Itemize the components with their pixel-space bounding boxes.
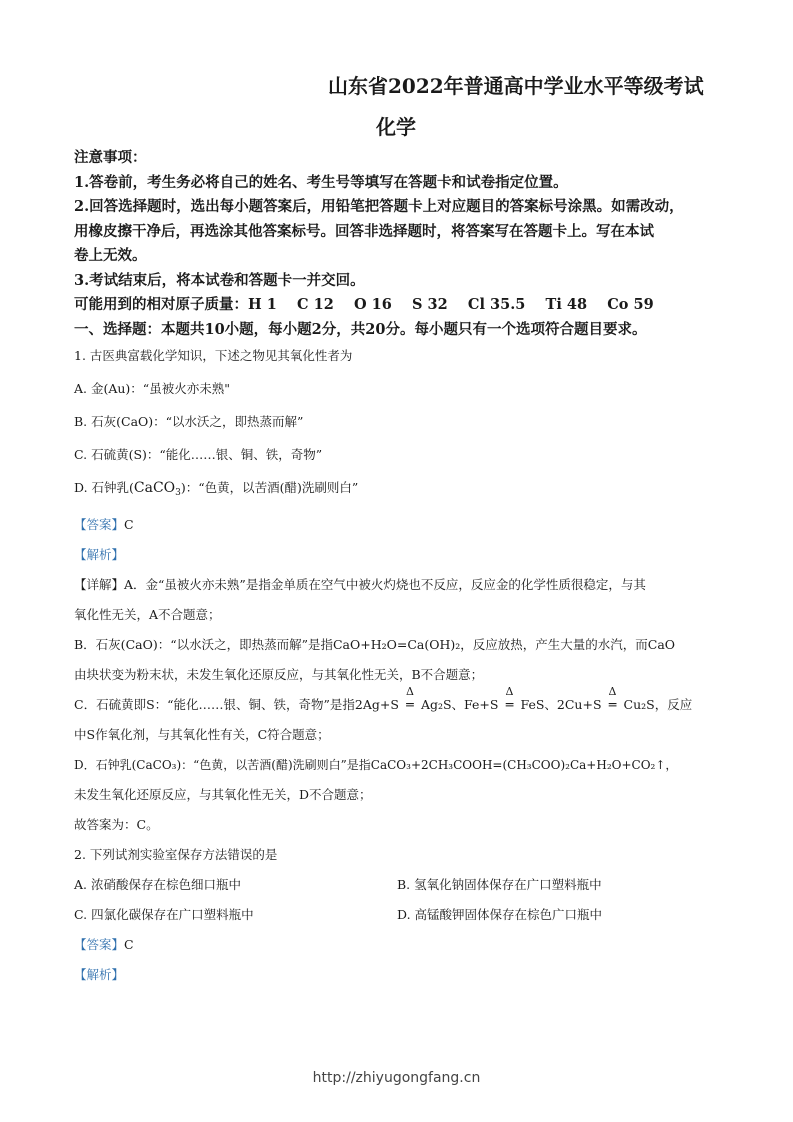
- question-1-option-c: C. 石硫黄(S)：“能化……银、铜、铁，奇物”: [74, 447, 323, 462]
- detail-tag: 【详解】: [74, 577, 125, 592]
- question-1-option-b: B. 石灰(CaO)：“以水沃之，即热蒸而解”: [74, 414, 304, 429]
- question-1-option-a: A. 金(Au)：“虽被火亦未熟": [74, 381, 230, 396]
- option-d-subscript: 3: [175, 488, 181, 498]
- detail-line-4: 由块状变为粉末状，未发生氧化还原反应，与其氧化性无关，B不合题意；: [74, 667, 484, 682]
- answer-value: C: [124, 517, 134, 532]
- heat-equals-sign: Δ ═: [405, 685, 414, 712]
- detail-line-3: B．石灰(CaO)：“以水沃之，即热蒸而解”是指CaO+H₂O=Ca(OH)₂，反应放热，产生大量的水汽，而CaO: [74, 637, 676, 652]
- footer-url[interactable]: http://zhiyugongfang.cn: [312, 1070, 481, 1086]
- question-2-option-b: B. 氢氧化钠固体保存在广口塑料瓶中: [397, 877, 602, 892]
- subject-title: 化学: [376, 115, 416, 139]
- question-2-options-row-2: [74, 900, 724, 930]
- detail-line-7: D．石钟乳(CaCO₃)：“色黄，以苦酒(醋)洗刷则白”是指CaCO₃+2CH₃COOH=(CH₃COO)₂Ca+H₂O+CO₂↑，: [74, 758, 678, 772]
- note-2-line-2: 用橡皮擦干净后，再选涂其他答案标号。回答非选择题时，将答案写在答题卡上。写在本试: [74, 222, 654, 240]
- option-d-formula: CaCO: [133, 480, 176, 496]
- section-heading: 一、选择题：本题共10小题，每小题2分，共20分。每小题只有一个选项符合题目要求。: [74, 320, 647, 338]
- question-2-option-a: A. 浓硝酸保存在棕色细口瓶中: [74, 877, 241, 892]
- note-3: 3.考试结束后，将本试卷和答题卡一并交回。: [74, 271, 365, 289]
- question-1-answer: [74, 510, 724, 540]
- answer-value: C: [124, 937, 134, 952]
- question-2-analysis: [74, 960, 724, 990]
- option-d-suffix: )：“色黄，以苦酒(醋)洗刷则白”: [180, 480, 359, 495]
- answer-tag: 【答案】: [74, 937, 125, 952]
- question-2-option-d: D. 高锰酸钾固体保存在棕色广口瓶中: [397, 907, 603, 922]
- exam-notes: [74, 146, 726, 342]
- detail-line-6: 中S作氧化剂，与其氧化性有关，C符合题意；: [74, 727, 330, 742]
- question-1-analysis: [74, 540, 724, 570]
- question-2-option-c: C. 四氯化碳保存在广口塑料瓶中: [74, 907, 254, 922]
- analysis-tag: 【解析】: [74, 967, 125, 982]
- atomic-mass-line: 可能用到的相对原子质量：H 1 C 12 O 16 S 32 Cl 35.5 Ti 48 Co 59: [74, 296, 654, 313]
- detail-line-2: 氧化性无关，A不合题意；: [74, 607, 221, 622]
- detail-line-9: 故答案为：C。: [74, 817, 159, 832]
- heat-equals-sign: Δ ═: [608, 685, 617, 712]
- answer-tag: 【答案】: [74, 517, 125, 532]
- notes-heading: 注意事项：: [74, 149, 147, 166]
- questions: [74, 346, 724, 990]
- question-2-options-row-1: [74, 870, 724, 900]
- note-2-line-3: 卷上无效。: [74, 247, 147, 264]
- detail-line-1: 【详解】A．金“虽被火亦未熟”是指金单质在空气中被火灼烧也不反应，反应金的化学性质很稳定，与其: [74, 577, 646, 592]
- question-1-stem: 1. 古医典富载化学知识，下述之物见其氧化性者为: [74, 348, 353, 363]
- exam-title: 山东省2022年普通高中学业水平等级考试: [328, 74, 704, 98]
- question-1-option-d: [74, 478, 724, 498]
- detail-line-5: C．石硫黄即S：“能化……银、铜、铁，奇物”是指2Ag+S Δ ═ Ag₂S、Fe+S Δ ═ FeS、2Cu+S Δ ═ Cu₂S，反应: [74, 690, 724, 720]
- detail-line-8: 未发生氧化还原反应，与其氧化性无关，D不合题意；: [74, 787, 372, 802]
- question-2-answer: [74, 930, 724, 960]
- heat-equals-sign: Δ ═: [505, 685, 514, 712]
- option-d-prefix: D. 石钟乳(: [74, 480, 134, 495]
- note-1: 1.答卷前，考生务必将自己的姓名、考生号等填写在答题卡和试卷指定位置。: [74, 173, 568, 191]
- note-2-line-1: 2.回答选择题时，选出每小题答案后，用铅笔把答题卡上对应题目的答案标号涂黑。如需改动，: [74, 198, 684, 215]
- question-2-stem: 2. 下列试剂实验室保存方法错误的是: [74, 847, 278, 862]
- analysis-tag: 【解析】: [74, 547, 125, 562]
